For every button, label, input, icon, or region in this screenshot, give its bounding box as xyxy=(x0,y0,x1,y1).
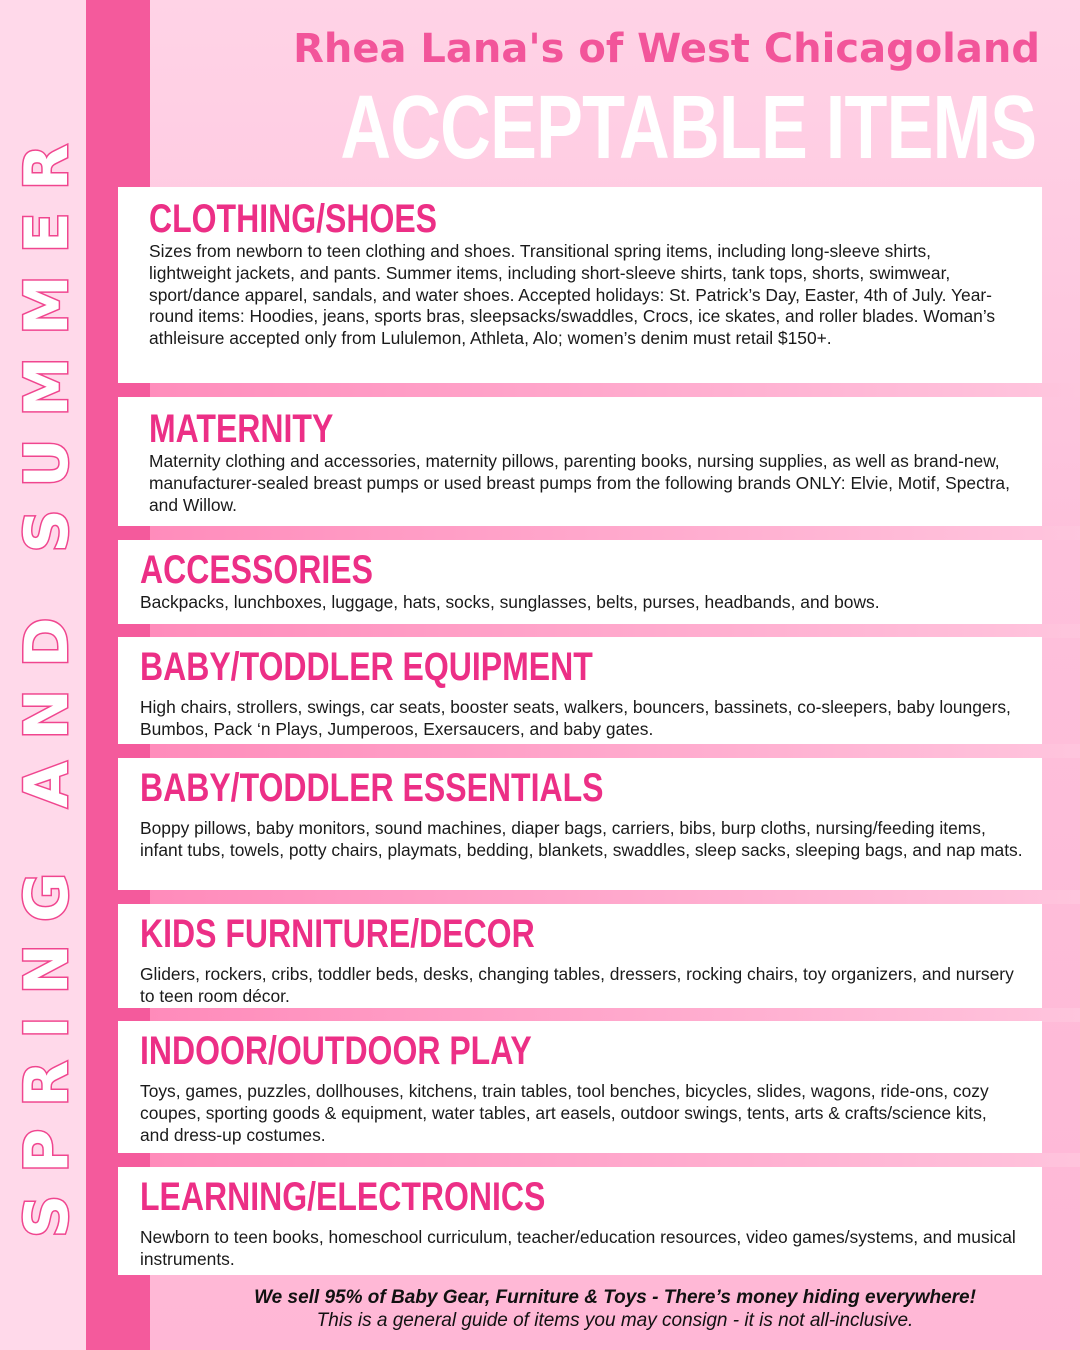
section-title: KIDS FURNITURE/DECOR xyxy=(140,912,535,956)
section-kids-furniture-decor xyxy=(118,904,1042,1008)
decorative-stripe xyxy=(150,1153,1080,1167)
section-title: ACCESSORIES xyxy=(140,548,373,592)
footer xyxy=(150,1286,1080,1332)
section-title: MATERNITY xyxy=(149,407,334,451)
section-clothing-shoes xyxy=(118,187,1042,383)
section-text: Backpacks, lunchboxes, luggage, hats, socks, sunglasses, belts, purses, headbands, and bows. xyxy=(140,592,880,612)
section-title: CLOTHING/SHOES xyxy=(149,197,438,241)
decorative-stripe xyxy=(150,526,1080,540)
section-text: Gliders, rockers, cribs, toddler beds, desks, changing tables, dressers, rocking chairs, toy organizers, and nursery to teen room décor. xyxy=(140,964,1014,1006)
section-accessories xyxy=(118,540,1042,624)
footer-tagline: We sell 95% of Baby Gear, Furniture & Toys - There’s money hiding everywhere! xyxy=(254,1287,976,1308)
section-indoor-outdoor-play xyxy=(118,1021,1042,1153)
season-label: SPRING AND SUMMER xyxy=(12,122,82,1238)
section-maternity xyxy=(118,397,1042,526)
page-title: ACCEPTABLE ITEMS xyxy=(339,78,1036,178)
section-text: Sizes from newborn to teen clothing and shoes. Transitional spring items, including long-sleeve shirts, lightweight jackets, and pants. Summer items, including short-sleeve shirts, tank tops, shorts, swimwear, sport/dance apparel, sandals, and water shoes. Accepted holidays: St. Patrick’s Day, Easter, 4th of July. Year-round items: Hoodies, jeans, sports bras, sleepsacks/swaddles, Crocs, ice skates, and roller blades. Woman’s athleisure accepted only from Lululemon, Athleta, Alo; women’s denim must retail $150+. xyxy=(149,241,996,349)
decorative-stripe xyxy=(150,744,1080,758)
section-text: Newborn to teen books, homeschool curriculum, teacher/education resources, video games/systems, and musical instruments. xyxy=(140,1227,1016,1269)
section-text: Toys, games, puzzles, dollhouses, kitchens, train tables, tool benches, bicycles, slides, wagons, ride-ons, cozy coupes, sporting goods & equipment, water tables, art easels, outdoor swings, tents, arts & crafts/science kits, and dress-up costumes. xyxy=(140,1081,989,1145)
decorative-stripe xyxy=(150,624,1080,638)
footer-disclaimer: This is a general guide of items you may consign - it is not all-inclusive. xyxy=(316,1310,914,1331)
section-title: BABY/TODDLER ESSENTIALS xyxy=(140,766,604,810)
section-title: INDOOR/OUTDOOR PLAY xyxy=(140,1029,532,1073)
decorative-stripe xyxy=(150,383,1080,397)
store-name: Rhea Lana's of West Chicagoland xyxy=(293,26,1040,72)
section-title: BABY/TODDLER EQUIPMENT xyxy=(140,645,593,689)
section-text: Maternity clothing and accessories, maternity pillows, parenting books, nursing supplies, as well as brand-new, manufacturer-sealed breast pumps or used breast pumps from the following brands ONLY: Elvie, Motif, Spectra, and Willow. xyxy=(149,451,1010,515)
section-title: LEARNING/ELECTRONICS xyxy=(140,1175,546,1219)
decorative-stripe xyxy=(150,1008,1080,1022)
decorative-stripe xyxy=(150,890,1080,904)
section-text: High chairs, strollers, swings, car seats, booster seats, walkers, bouncers, bassinets, co-sleepers, baby loungers, Bumbos, Pack ‘n Plays, Jumperoos, Exersaucers, and baby gates. xyxy=(140,697,1011,739)
section-baby-toddler-essentials xyxy=(118,758,1042,890)
section-text: Boppy pillows, baby monitors, sound machines, diaper bags, carriers, bibs, burp cloths, nursing/feeding items, infant tubs, towels, potty chairs, playmats, bedding, blankets, swaddles, sleep sacks, sleeping bags, and nap mats. xyxy=(140,818,1023,860)
section-learning-electronics xyxy=(118,1167,1042,1275)
section-baby-toddler-equipment xyxy=(118,637,1042,744)
